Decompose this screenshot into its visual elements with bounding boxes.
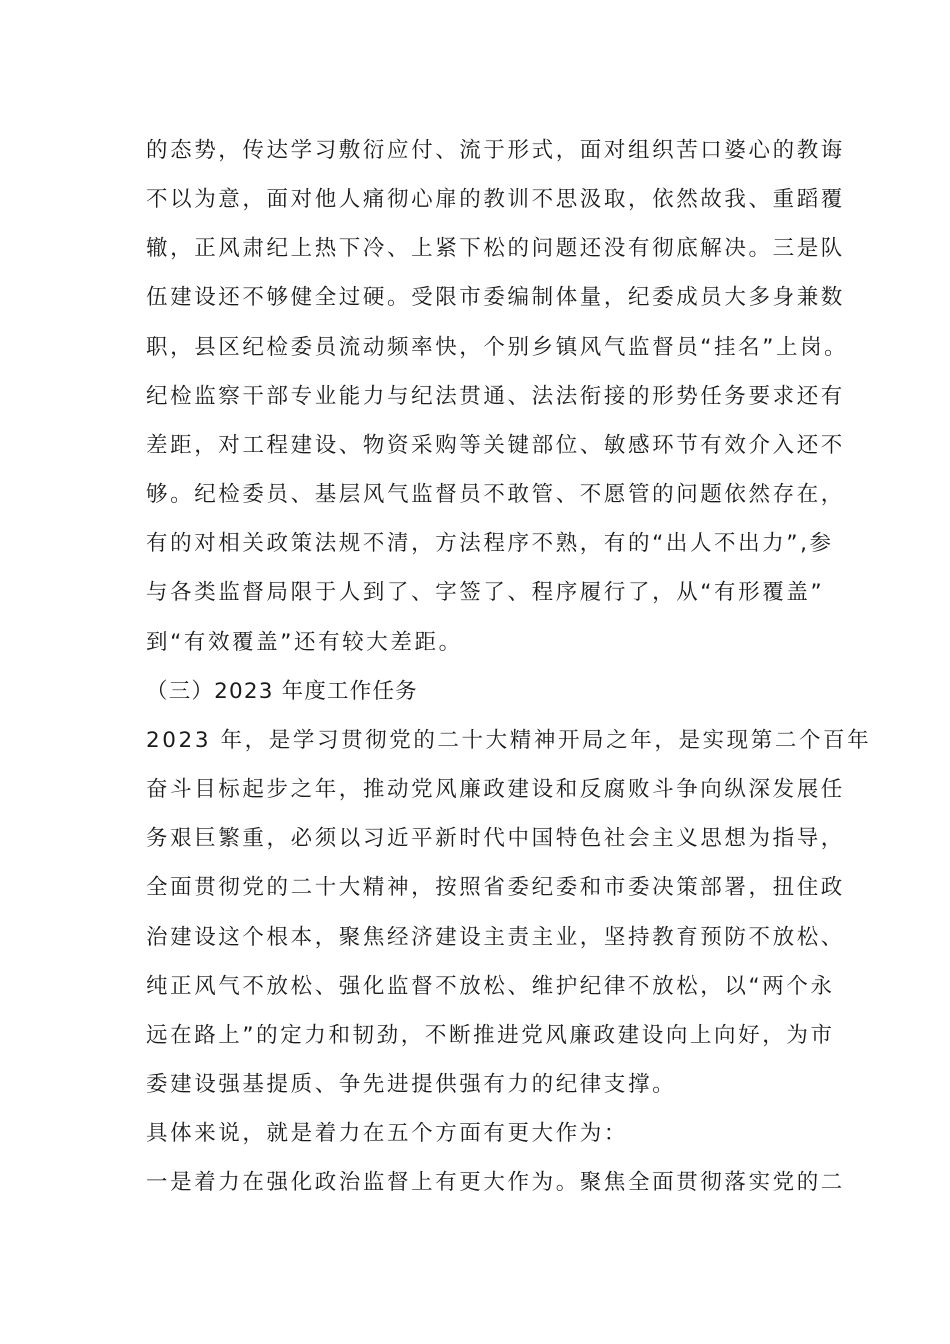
text-line: 具体来说，就是着力在五个方面有更大作为： — [146, 1121, 629, 1146]
text-line: 务艰巨繁重，必须以习近平新时代中国特色社会主义思想为指导， — [146, 826, 845, 851]
text-line: 伍建设还不够健全过硬。受限市委编制体量，纪委成员大多身兼数 — [146, 285, 845, 310]
text-line: 辙，正风肃纪上热下冷、上紧下松的问题还没有彻底解决。三是队 — [146, 236, 845, 261]
text-line: 一是着力在强化政治监督上有更大作为。聚焦全面贯彻落实党的二 — [146, 1170, 845, 1195]
text-line: 到“有效覆盖”还有较大差距。 — [146, 630, 463, 655]
text-line: 委建设强基提质、争先进提供强有力的纪律支撑。 — [146, 1072, 677, 1097]
text-line: 不以为意，面对他人痛彻心扉的教训不思汲取，依然故我、重蹈覆 — [146, 187, 845, 212]
text-line: 治建设这个根本，聚焦经济建设主责主业，坚持教育预防不放松、 — [146, 925, 845, 950]
text-line: 有的对相关政策法规不清，方法程序不熟，有的“出人不出力”,参 — [146, 531, 834, 556]
text-line: 远在路上”的定力和韧劲，不断推进党风廉政建设向上向好，为市 — [146, 1023, 835, 1048]
text-line: 全面贯彻党的二十大精神，按照省委纪委和市委决策部署，扭住政 — [146, 875, 845, 900]
text-line: 差距，对工程建设、物资采购等关键部位、敏感环节有效介入还不 — [146, 433, 845, 458]
text-line: 的态势，传达学习敷衍应付、流于形式，面对组织苦口婆心的教诲 — [146, 138, 845, 163]
text-line: 职，县区纪检委员流动频率快，个别乡镇风气监督员“挂名”上岗。 — [146, 335, 849, 360]
text-line: 够。纪检委员、基层风气监督员不敢管、不愿管的问题依然存在， — [146, 482, 845, 507]
text-line: 2023 年，是学习贯彻党的二十大精神开局之年，是实现第二个百年 — [146, 728, 872, 753]
section-heading: （三）2023 年度工作任务 — [146, 679, 418, 704]
text-line: 与各类监督局限于人到了、字签了、程序履行了，从“有形覆盖” — [146, 580, 825, 605]
text-line: 奋斗目标起步之年，推动党风廉政建设和反腐败斗争向纵深发展任 — [146, 777, 845, 802]
text-line: 纪检监察干部专业能力与纪法贯通、法法衔接的形势任务要求还有 — [146, 384, 845, 409]
text-line: 纯正风气不放松、强化监督不放松、维护纪律不放松，以“两个永 — [146, 974, 835, 999]
